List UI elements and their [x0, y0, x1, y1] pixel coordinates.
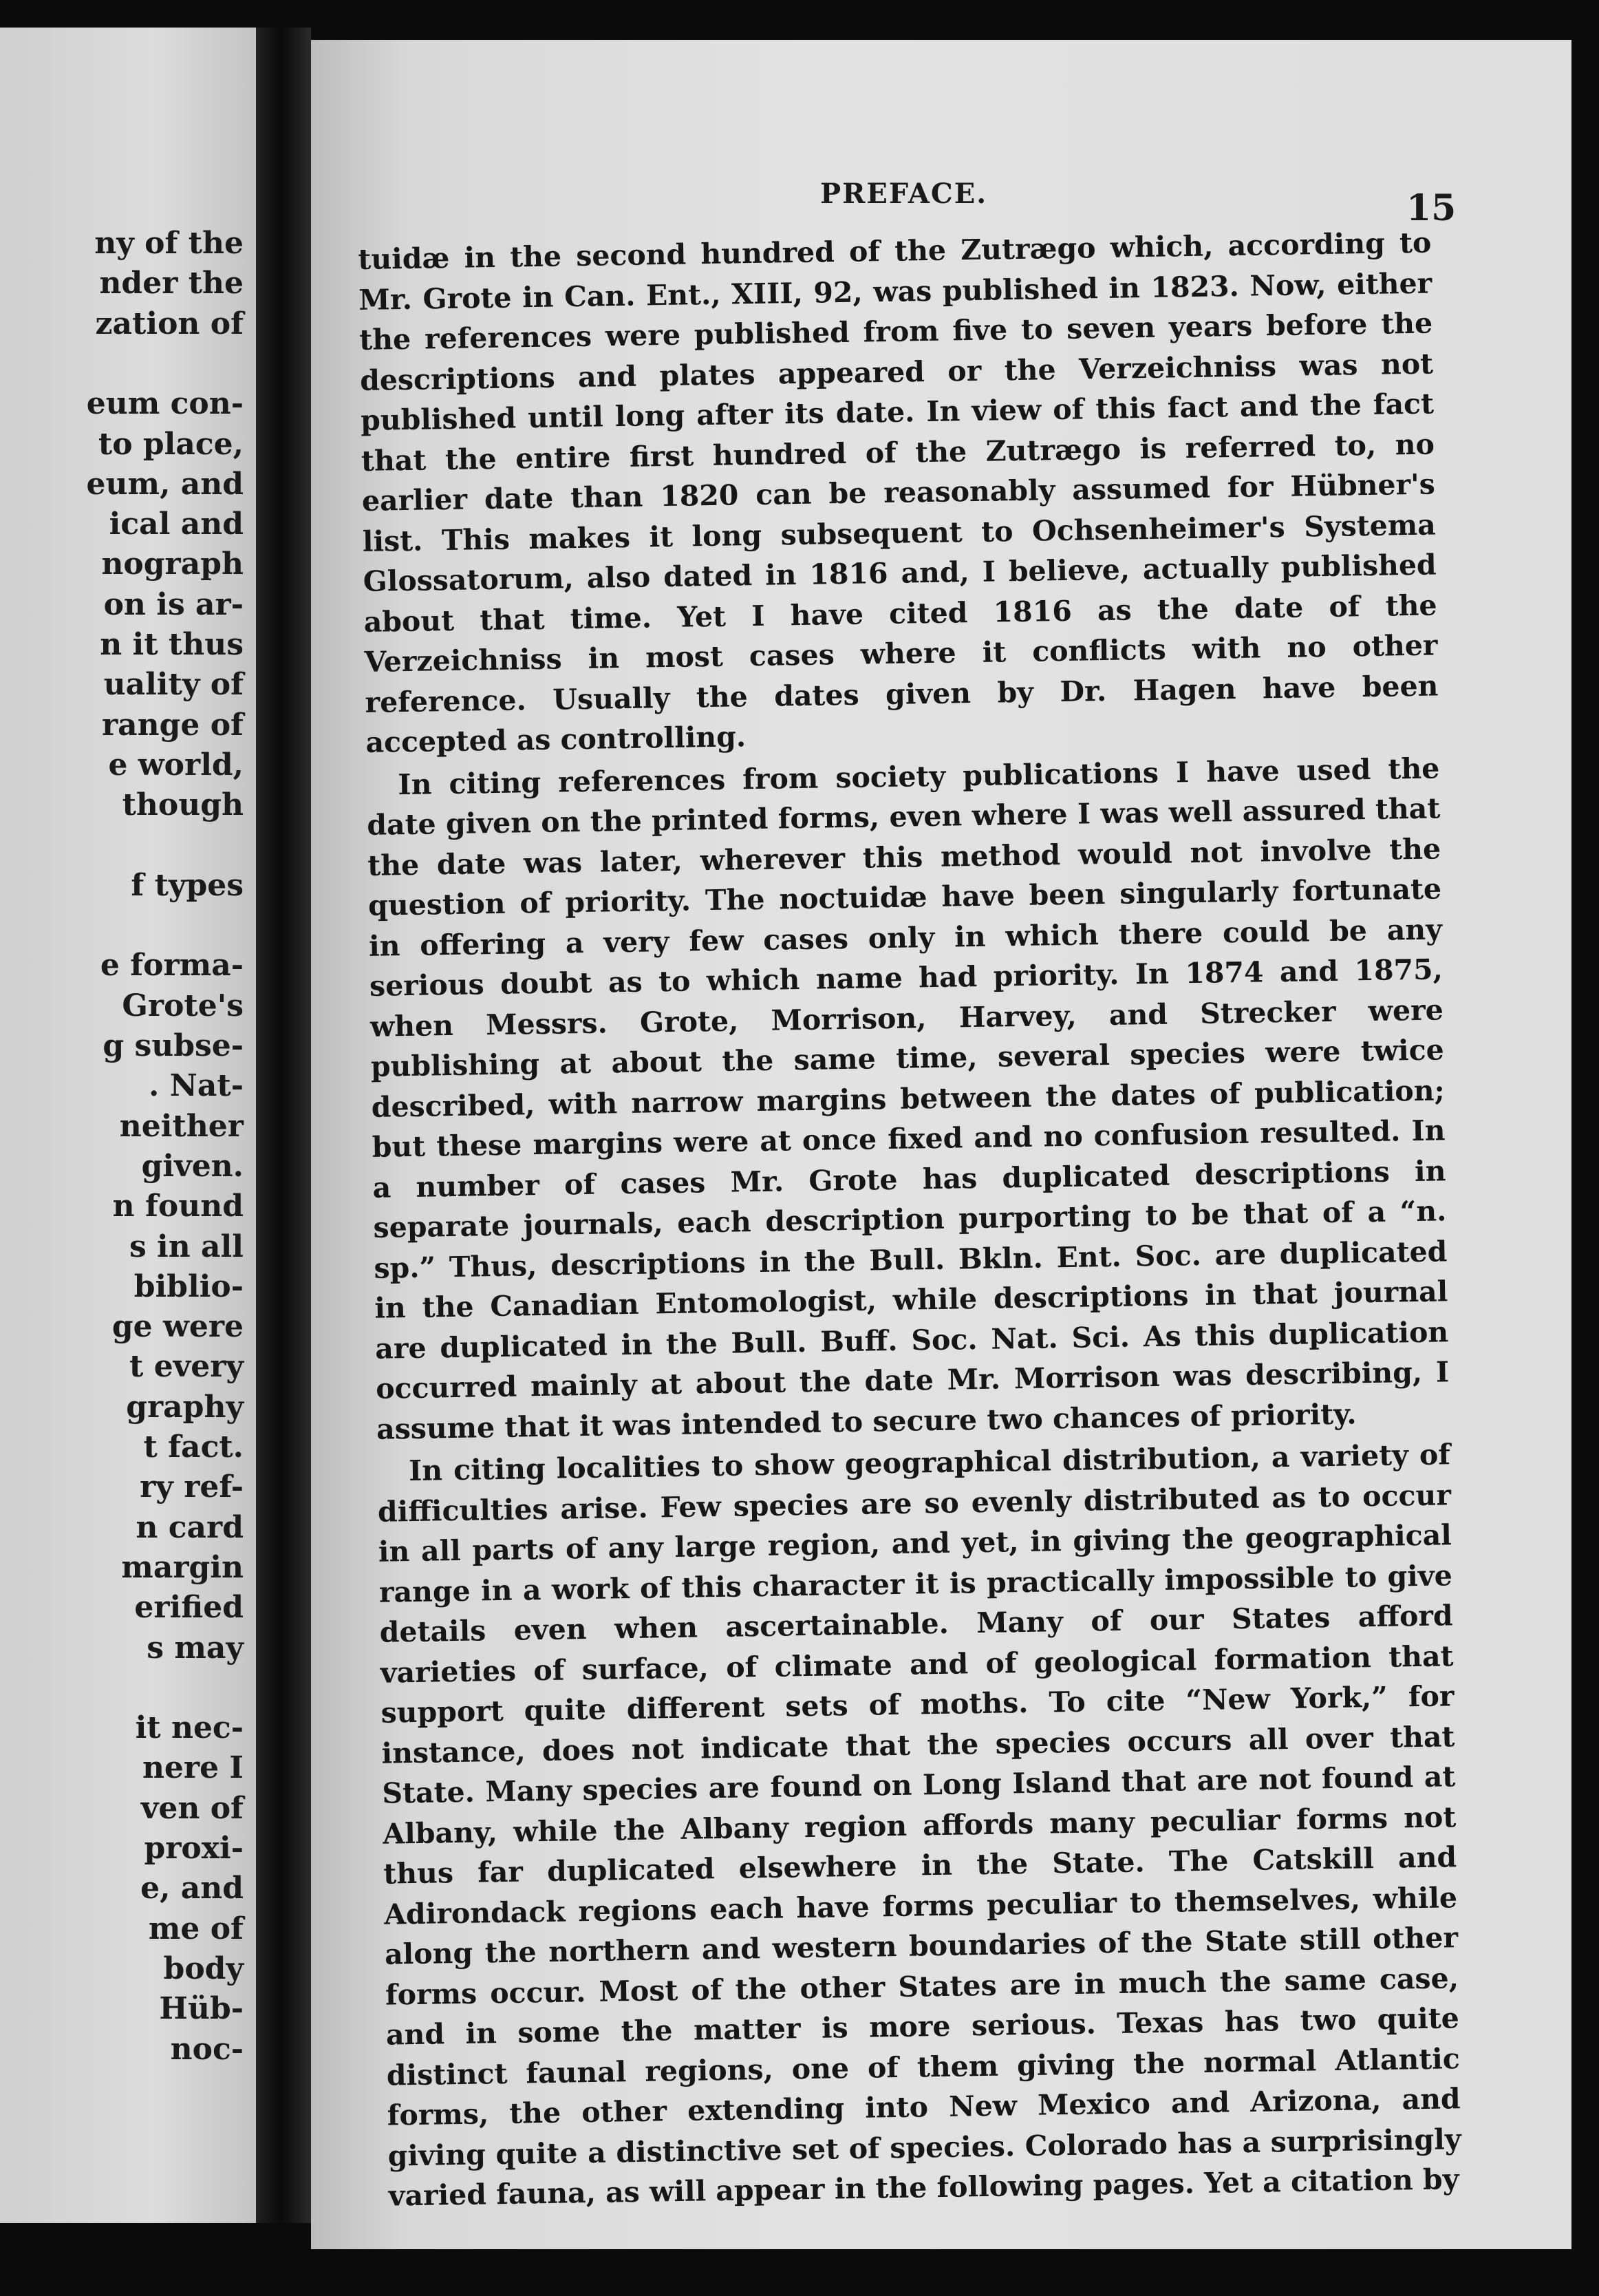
paragraph-1: tuidæ in the second hundred of the Zutrægo which, according to Mr. Grote in Can. Ent., XIII, 92, was published in 1823. Now, either the references were published from five to seven years before the descriptions and plates appeared or the Verzeichniss was not published until long after its date. In view of this fact and the fact that the entire first hundred of the Zutrægo is referred to, no earlier date than 1820 can be reasonably assumed for Hübner's list. This makes it long subsequent to Ochsenheimer's Systema Glossatorum, also dated in 1816 and, I believe, actually published about that time. Yet I have cited 1816 as the date of the Verzeichniss in most cases where it conflicts with no other reference. Usually the dates given by Dr. Hagen have been accepted as controlling.	[358, 226, 1439, 759]
left-page-line: on is ar-	[103, 586, 244, 622]
left-page-line: Grote's	[122, 988, 244, 1023]
left-page-line: n found	[112, 1189, 244, 1224]
left-page-line: body	[163, 1950, 244, 1986]
left-page-line: graphy	[126, 1389, 244, 1425]
left-page-line: s may	[147, 1630, 244, 1666]
left-page-line: it nec-	[135, 1710, 244, 1746]
left-page-line: ny of the	[94, 226, 244, 261]
left-page-line: erified	[134, 1590, 244, 1626]
left-page-line: e world,	[108, 747, 244, 783]
running-head: PREFACE.	[820, 178, 988, 210]
left-page-line: uality of	[103, 667, 244, 703]
left-page-line: range of	[101, 707, 244, 743]
left-page-line: nder the	[99, 266, 244, 301]
left-page-line: ven of	[140, 1790, 244, 1826]
left-page-line: nere I	[142, 1750, 244, 1786]
left-page-line: proxi-	[144, 1831, 244, 1866]
left-page-line: me of	[148, 1911, 244, 1946]
page-number: 15	[1406, 187, 1457, 229]
left-page-line: n card	[136, 1509, 244, 1545]
left-page-line: t every	[129, 1349, 244, 1385]
left-page-line: n it thus	[100, 627, 244, 662]
left-page-line: e, and	[140, 1871, 244, 1906]
left-page-line: margin	[121, 1549, 244, 1585]
left-page-line: given.	[141, 1148, 244, 1184]
left-page-line: eum, and	[86, 466, 244, 502]
left-page-line: ge were	[111, 1309, 244, 1345]
body-text	[358, 222, 1462, 2218]
book-gutter	[256, 28, 311, 2223]
left-page-line: t fact.	[143, 1429, 244, 1465]
left-page-line: Hüb-	[159, 1991, 244, 2027]
left-page-line: s in all	[129, 1229, 244, 1264]
left-page-line: to place,	[98, 426, 244, 462]
left-page-line: f types	[131, 867, 244, 903]
left-page-line: though	[122, 787, 244, 823]
left-page-line: g subse-	[103, 1028, 244, 1063]
left-page-line: biblio-	[133, 1268, 244, 1304]
left-page-line: ry ref-	[140, 1469, 244, 1505]
left-page-line: nograph	[101, 546, 244, 582]
paragraph-2: In citing references from society publications I have used the date given on the printed forms, even where I was well assured that the date was later, wherever this method would not involve the question of priority. The noctuidæ have been singularly fortunate in offering a very few cases only in which there could be any serious doubt as to which name had priority. In 1874 and 1875, when Messrs. Grote, Morrison, Harvey, and Strecker were publishing at about the same time, several species were twice described, with narrow margins between the dates of publication; but these margins were at once fixed and no confusion resulted. In a number of cases Mr. Grote has duplicated descriptions in separate journals, each description purporting to be that of a “n. sp.” Thus, descriptions in the Bull. Bkln. Ent. Soc. are duplicated in the Canadian Entomologist, while descriptions in that journal are duplicated in the Bull. Buff. Soc. Nat. Sci. As this duplication occurred mainly at about the date Mr. Morrison was describing, I assume that it was intended to secure two chances of priority.	[366, 751, 1450, 1446]
paragraph-3: In citing localities to show geographical distribution, a variety of difficulties arise. Few species are so evenly distributed as to occur in all parts of any large region, and yet, in giving the geographical range in a work of this character it is practically impossible to give details even when ascertainable. Many of our States afford varieties of surface, of climate and of geological formation that support quite different sets of moths. To cite “New York,” for instance, does not indicate that the species occurs all over that State. Many species are found on Long Island that are not found at Albany, while the Albany region affords many peculiar forms not thus far duplicated elsewhere in the State. The Catskill and Adirondack regions each have forms peculiar to themselves, while along the northern and western boundaries of the State still other forms occur. Most of the other States are in much the same case, and in some the matter is more serious. Texas has two quite distinct faunal regions, one of them giving the normal Atlantic forms, the other extending into New Mexico and Arizona, and giving quite a distinctive set of species. Colorado has a surprisingly varied fauna, as will appear in the following pages. Yet a citation by	[377, 1438, 1461, 2213]
left-page-line: eum con-	[86, 386, 244, 422]
left-page-line: neither	[119, 1108, 244, 1144]
left-page-line: ical and	[109, 507, 244, 542]
left-page-line: zation of	[95, 306, 244, 341]
left-page-line: e forma-	[100, 948, 244, 984]
left-facing-page	[0, 28, 256, 2223]
right-page	[311, 40, 1571, 2249]
left-page-line: noc-	[170, 2031, 244, 2067]
left-page-line: . Nat-	[149, 1068, 244, 1104]
